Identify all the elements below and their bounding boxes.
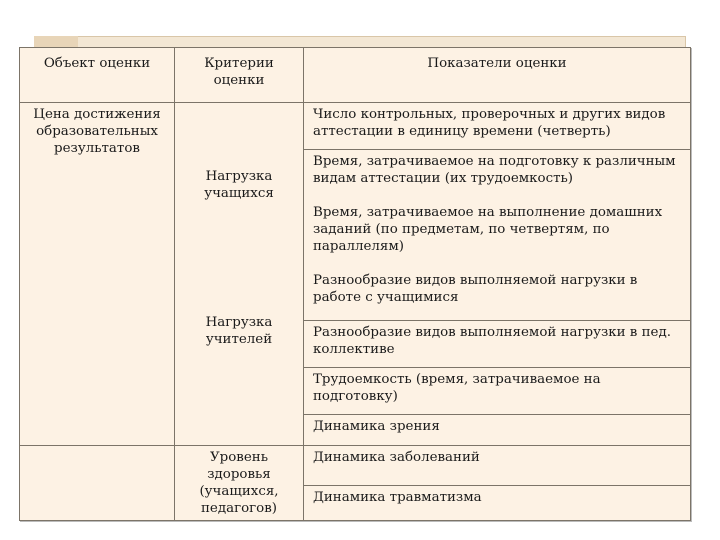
object-cell: [20, 103, 175, 446]
indicator-diseases: Динамика заболеваний: [304, 446, 691, 486]
header-criteria: Критерии оценки: [175, 48, 304, 103]
paragraph-spacer: [313, 187, 681, 204]
indicator-homework-time: Время, затрачиваемое на выполнение домашних заданий (по предметам, по четвертям, по параллелям): [313, 205, 663, 254]
indicator-group-cell: [304, 150, 691, 321]
criteria-spacer: [184, 202, 294, 314]
criteria-students-load: Нагрузка учащихся: [204, 169, 274, 201]
criteria-health: Уровень здоровья (учащихся, педагогов): [199, 450, 279, 516]
header-indicators: Показатели оценки: [304, 48, 691, 103]
criteria-spacer: [184, 106, 294, 168]
header-row: [20, 48, 691, 103]
indicator-prep-time: Время, затрачиваемое на подготовку к различным видам аттестации (их трудоемкость): [313, 154, 676, 186]
evaluation-table: [19, 47, 691, 521]
indicator-variety-students: Разнообразие видов выполняемой нагрузки в работе с учащимися: [313, 273, 638, 305]
indicator-injuries: Динамика травматизма: [304, 486, 691, 521]
criteria-teachers-load: Нагрузка учителей: [205, 315, 273, 347]
header-object: Объект оценки: [20, 48, 175, 103]
criteria-load-cell: [175, 103, 304, 446]
paragraph-spacer: [313, 255, 681, 272]
table-row: [20, 103, 691, 150]
indicator-labor-intensity: Трудоемкость (время, затрачиваемое на подготовку): [304, 368, 691, 415]
criteria-health-cell: [175, 446, 304, 521]
object-cell-continuation: [20, 446, 175, 521]
table-row: [20, 446, 691, 486]
indicator-vision: Динамика зрения: [304, 415, 691, 446]
indicator-variety-staff: Разнообразие видов выполняемой нагрузки в пед. коллективе: [304, 321, 691, 368]
indicator-control-count: Число контрольных, проверочных и других видов аттестации в единицу времени (четверть): [304, 103, 691, 150]
object-value: Цена достижения образовательных результатов: [33, 107, 161, 156]
